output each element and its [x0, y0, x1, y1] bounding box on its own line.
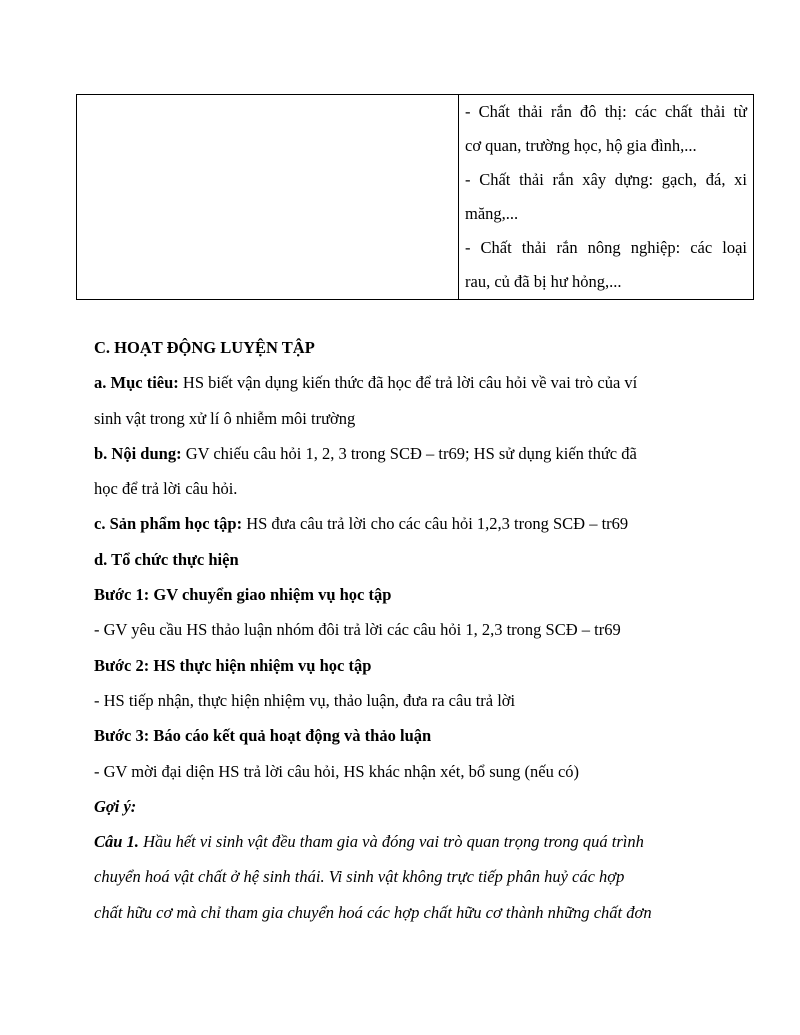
content-line-2: học để trả lời câu hỏi.	[94, 479, 238, 499]
question1-line-3: chất hữu cơ mà chỉ tham gia chuyển hoá các hợp chất hữu cơ thành những chất đơn	[94, 902, 652, 922]
table-line: măng,...	[465, 204, 519, 223]
step2-heading: Bước 2: HS thực hiện nhiệm vụ học tập	[94, 655, 372, 675]
section-heading: C. HOẠT ĐỘNG LUYỆN TẬP	[94, 338, 315, 357]
table-line: cơ quan, trường học, hộ gia đình,...	[465, 136, 697, 155]
table-line: rau, củ đã bị hư hỏng,...	[465, 272, 622, 291]
table-cell-right	[459, 95, 754, 300]
section-content	[94, 330, 724, 930]
step1-heading: Bước 1: GV chuyển giao nhiệm vụ học tập	[94, 585, 392, 605]
organization-heading: d. Tổ chức thực hiện	[94, 549, 239, 569]
content-line: b. Nội dung: GV chiếu câu hỏi 1, 2, 3 trong SCĐ – tr69; HS sử dụng kiến thức đã	[94, 443, 637, 463]
table-line: - Chất thải rắn xây dựng: gạch, đá, xi	[465, 170, 747, 189]
table-row	[77, 95, 754, 300]
step3-text: - GV mời đại diện HS trả lời câu hỏi, HS khác nhận xét, bổ sung (nếu có)	[94, 761, 580, 781]
table-line: - Chất thải rắn đô thị: các chất thải từ	[465, 102, 747, 121]
objective-line-2: sinh vật trong xử lí ô nhiễm môi trường	[94, 408, 356, 428]
product-line: c. Sản phẩm học tập: HS đưa câu trả lời cho các câu hỏi 1,2,3 trong SCĐ – tr69	[94, 514, 629, 534]
hint-label: Gợi ý:	[94, 796, 137, 816]
step3-heading: Bước 3: Báo cáo kết quả hoạt động và thảo luận	[94, 726, 432, 746]
question1-label: Câu 1.	[94, 832, 139, 852]
product-label: c. Sản phẩm học tập:	[94, 514, 243, 534]
objective-label: a. Mục tiêu:	[94, 373, 179, 393]
question1-line-2: chuyển hoá vật chất ở hệ sinh thái. Vi sinh vật không trực tiếp phân huỷ các hợp	[94, 867, 625, 887]
content-label: b. Nội dung:	[94, 443, 182, 463]
table-line: - Chất thải rắn nông nghiệp: các loại	[465, 238, 747, 257]
step2-text: - HS tiếp nhận, thực hiện nhiệm vụ, thảo luận, đưa ra câu trả lời	[94, 690, 516, 710]
step1-text: - GV yêu cầu HS thảo luận nhóm đôi trả lời các câu hỏi 1, 2,3 trong SCĐ – tr69	[94, 620, 621, 640]
question1-line: Câu 1. Hầu hết vi sinh vật đều tham gia và đóng vai trò quan trọng trong quá trình	[94, 832, 644, 852]
continuation-table	[76, 94, 754, 300]
table-cell-left-empty	[77, 95, 459, 300]
objective-line: a. Mục tiêu: HS biết vận dụng kiến thức đã học để trả lời câu hỏi về vai trò của ví	[94, 373, 638, 393]
